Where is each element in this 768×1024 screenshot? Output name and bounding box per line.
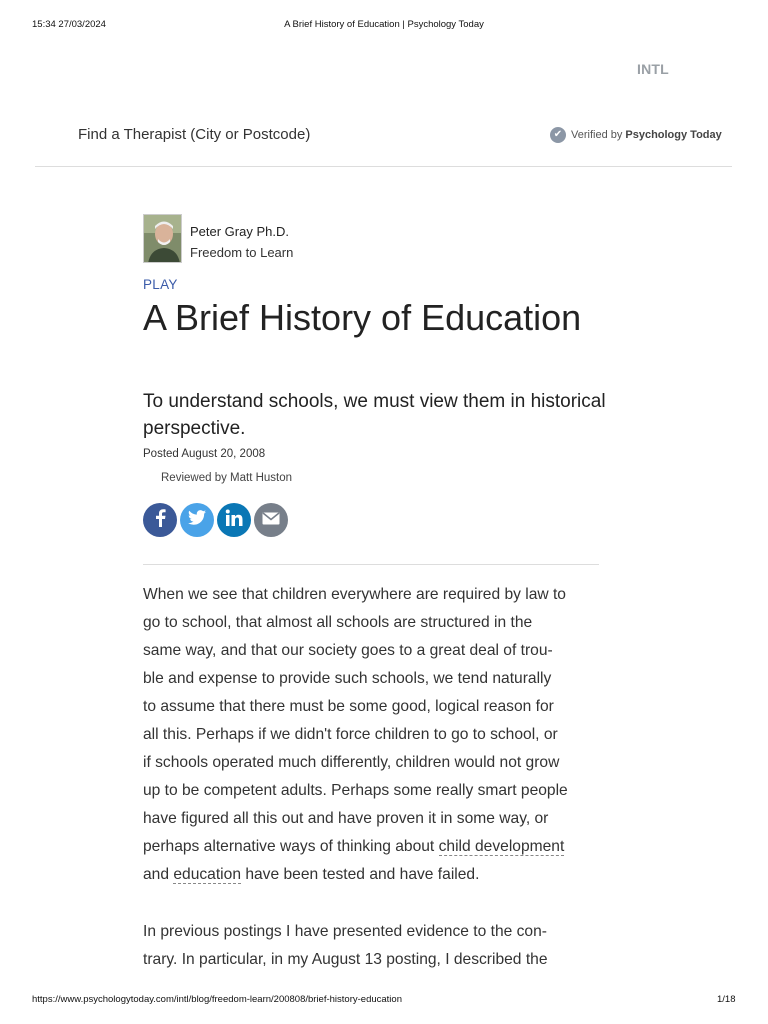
header-divider <box>35 166 732 167</box>
print-document-title: A Brief History of Education | Psychology Today <box>284 19 484 30</box>
verified-check-icon: ✔ <box>550 127 566 143</box>
verified-brand: Psychology Today <box>625 129 722 141</box>
facebook-share-button[interactable] <box>143 503 177 537</box>
line-text: perhaps alternative ways of thinking about <box>143 838 439 855</box>
region-selector-intl[interactable]: INTL <box>637 61 669 77</box>
share-buttons <box>143 503 291 537</box>
article-subtitle: To understand schools, we must view them in historical perspective. <box>143 391 606 439</box>
line-text: and <box>143 866 174 883</box>
print-page-number: 1/18 <box>717 994 736 1005</box>
reviewed-by: Reviewed by Matt Huston <box>161 472 293 484</box>
verified-badge <box>550 127 722 143</box>
facebook-icon <box>154 509 166 532</box>
paragraph-line: to assume that there must be some good, logical reason for <box>143 698 554 715</box>
paragraph-line: up to be competent adults. Perhaps some really smart people <box>143 782 568 799</box>
paragraph-line: When we see that children everywhere are required by law to <box>143 586 566 603</box>
print-header <box>0 19 768 31</box>
verified-prefix: Verified by <box>571 129 623 141</box>
twitter-share-button[interactable] <box>180 503 214 537</box>
paragraph-line <box>143 861 601 889</box>
child-development-link[interactable]: child development <box>438 838 565 855</box>
article-paragraph-1 <box>143 581 601 889</box>
paragraph-line: all this. Perhaps if we didn't force children to go to school, or <box>143 726 558 743</box>
paragraph-line: same way, and that our society goes to a great deal of trou- <box>143 642 553 659</box>
linkedin-icon <box>225 509 243 532</box>
email-share-button[interactable] <box>254 503 288 537</box>
paragraph-line <box>143 833 601 861</box>
article-paragraph-2 <box>143 918 601 974</box>
paragraph-line: In previous postings I have presented evidence to the con- <box>143 923 547 940</box>
print-url: https://www.psychologytoday.com/intl/blog/freedom-learn/200808/brief-history-education <box>32 994 402 1005</box>
paragraph-line: if schools operated much differently, children would not grow <box>143 754 560 771</box>
twitter-icon <box>188 510 206 530</box>
category-link[interactable]: PLAY <box>143 277 178 292</box>
linkedin-share-button[interactable] <box>217 503 251 537</box>
blog-name-link[interactable]: Freedom to Learn <box>190 245 294 260</box>
paragraph-line: ble and expense to provide such schools, we tend naturally <box>143 670 552 687</box>
find-therapist-link[interactable]: Find a Therapist (City or Postcode) <box>78 126 311 143</box>
print-timestamp: 15:34 27/03/2024 <box>32 19 106 30</box>
article-title: A Brief History of Education <box>143 297 582 338</box>
line-text: have been tested and have failed. <box>241 866 480 883</box>
email-icon <box>262 510 280 530</box>
author-photo[interactable] <box>143 214 182 263</box>
paragraph-line: trary. In particular, in my August 13 posting, I described the <box>143 951 548 968</box>
posted-date: Posted August 20, 2008 <box>143 448 266 460</box>
paragraph-line: have figured all this out and have proven it in some way, or <box>143 810 549 827</box>
education-link[interactable]: education <box>173 866 241 883</box>
article-divider <box>143 564 599 565</box>
paragraph-line: go to school, that almost all schools are structured in the <box>143 614 533 631</box>
author-name-link[interactable]: Peter Gray Ph.D. <box>190 224 289 239</box>
